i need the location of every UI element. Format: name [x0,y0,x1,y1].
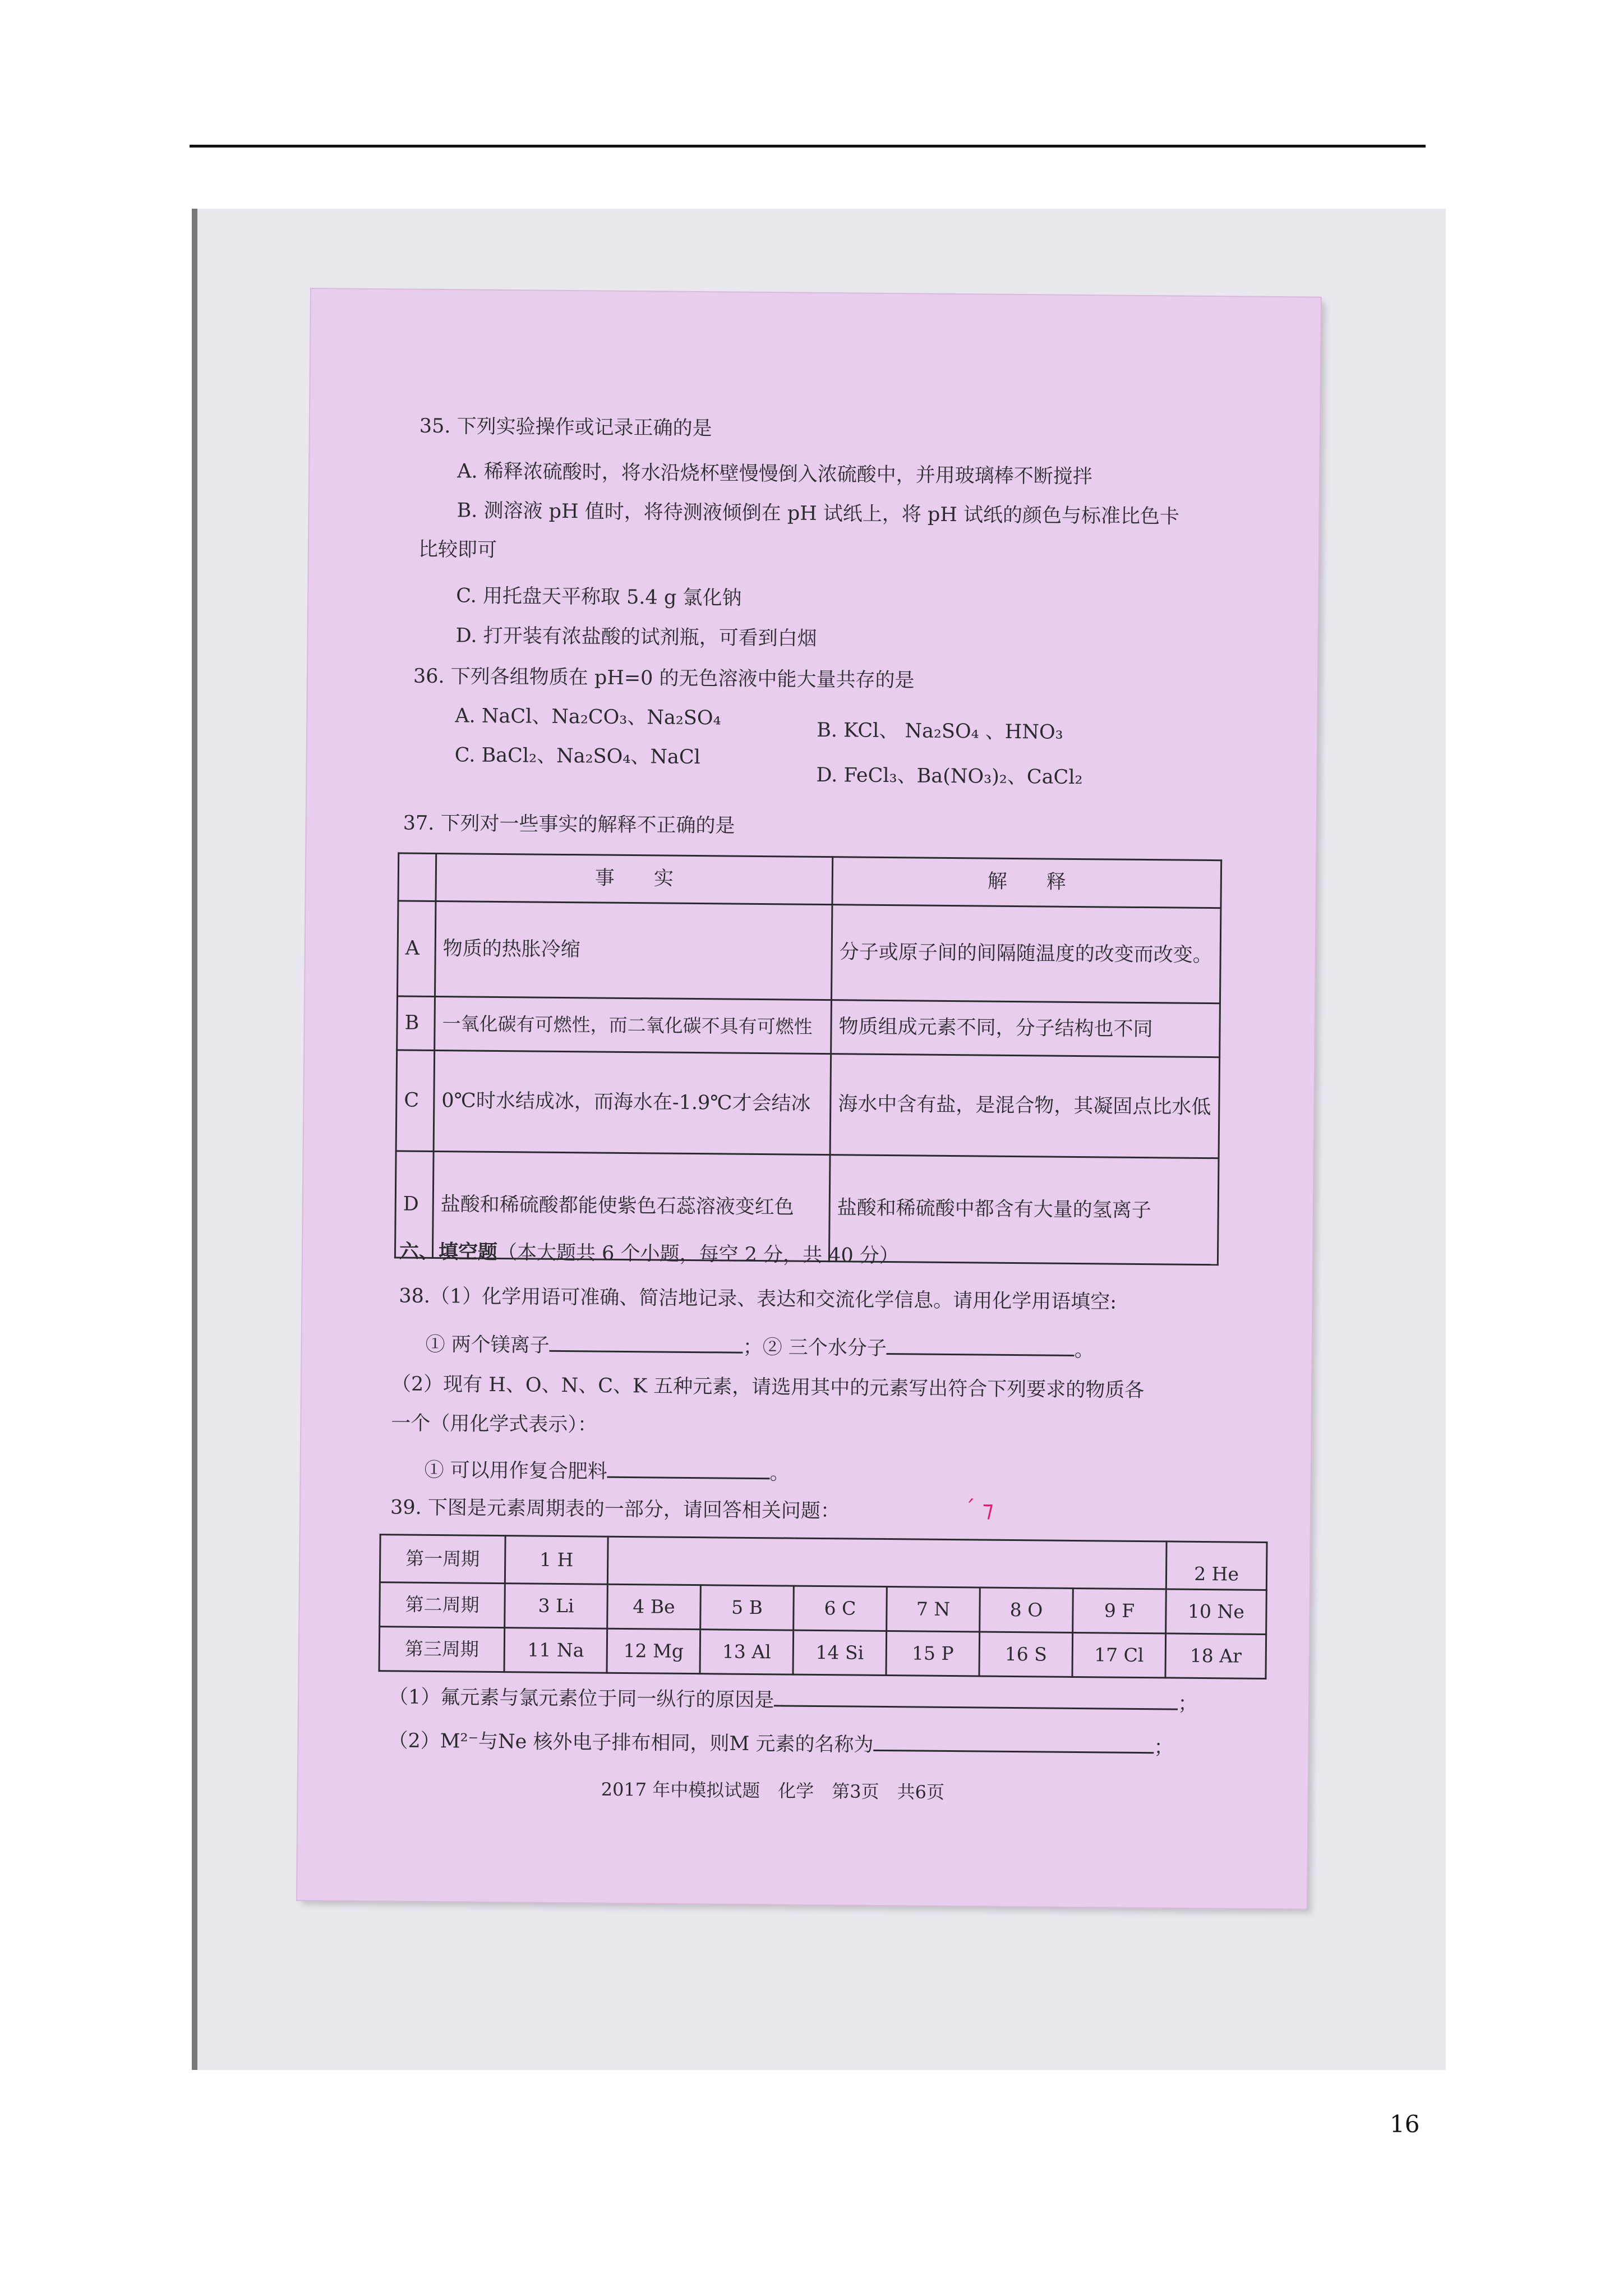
element-cell: 14 Si [793,1630,887,1675]
page-footer: 2017 年中模拟试题 化学 第3页 共6页 [601,1778,945,1803]
element-cell: 11 Na [504,1628,607,1673]
period-row [380,1582,1267,1635]
q39-sub2-line [388,1726,1173,1760]
q38-end: 。 [1074,1338,1095,1362]
q36-option-a: A. NaCl、Na₂CO₃、Na₂SO₄ [455,705,721,730]
q38-item1-line [425,1329,1094,1363]
facts-fact: 盐酸和稀硫酸都能使紫色石蕊溶液变红色 [432,1151,830,1261]
scan-edge [192,209,197,2070]
q38-item3: ① 可以用作复合肥料 [424,1458,607,1483]
q35-option-d: D. 打开装有浓盐酸的试剂瓶，可看到白烟 [455,624,817,650]
facts-header-blank [398,853,436,901]
answer-blank-element-m-name[interactable] [873,1730,1154,1754]
answer-blank-fertilizer[interactable] [607,1457,770,1480]
element-cell: 3 Li [505,1584,608,1629]
q38-line2: （2）现有 H、O、N、C、K 五种元素，请选用其中的元素写出符合下列要求的物质各 [391,1373,1145,1402]
periodic-table [378,1534,1267,1680]
facts-row [397,996,1220,1057]
facts-row [396,1050,1220,1158]
element-cell: 13 Al [700,1630,794,1674]
q35-option-a: A. 稀释浓硫酸时，将水沿烧杯壁慢慢倒入浓硫酸中，并用玻璃棒不断搅拌 [457,460,1092,489]
element-cell: 9 F [1073,1588,1166,1633]
q38-item1: ① 两个镁离子 [425,1333,550,1357]
element-cell: 8 O [980,1588,1073,1632]
facts-fact: 物质的热胀冷缩 [435,901,832,1000]
q38-item3-line [424,1455,790,1486]
facts-explanation: 物质组成元素不同，分子结构也不同 [831,1000,1220,1057]
element-cell: 15 P [886,1631,980,1676]
facts-option: D [395,1151,434,1258]
pink-ink-mark: ˊ ⁊ [963,1496,994,1522]
exam-paper [297,289,1321,1909]
answer-blank-same-column-reason[interactable] [774,1685,1178,1710]
q38-line3: 一个（用化学式表示）： [391,1412,598,1437]
q39-semicolon: ； [1178,1692,1198,1715]
facts-header-row [398,853,1221,908]
facts-explanation: 分子或原子间的间隔随温度的改变而改变。 [831,905,1220,1004]
element-cell: 5 B [700,1585,794,1630]
facts-fact: 一氧化碳有可燃性，而二氧化碳不具有可燃性 [435,996,832,1053]
header-rule [190,145,1426,148]
answer-blank-mg-ions[interactable] [550,1331,743,1354]
q38-item2: ；② 三个水分子 [743,1336,887,1360]
element-cell: 4 Be [607,1584,701,1629]
element-cell: 2 He [1166,1542,1267,1590]
element-cell: 7 N [887,1587,980,1632]
facts-header-fact: 事 实 [436,853,833,904]
q36-stem: 36. 下列各组物质在 pH=0 的无色溶液中能大量共存的是 [413,665,915,692]
q38-end3: 。 [769,1462,790,1485]
q35-option-b-cont: 比较即可 [418,538,497,562]
q36-option-d: D. FeCl₃、Ba(NO₃)₂、CaCl₂ [816,763,1083,789]
element-cell: 1 H [505,1536,608,1585]
facts-explanation: 盐酸和稀硫酸中都含有大量的氢离子 [829,1155,1219,1265]
period-row [380,1535,1267,1590]
q35-option-c: C. 用托盘天平称取 5.4 g 氯化钠 [456,585,742,610]
empty-cell [607,1536,1166,1589]
facts-table [394,852,1222,1266]
q38-line1: 38.（1）化学用语可准确、简洁地记录、表达和交流化学信息。请用化学用语填空: [399,1285,1117,1314]
period-label: 第三周期 [379,1627,505,1672]
facts-option: B [397,996,435,1051]
section-title: 六、填空题 [399,1240,498,1264]
section-heading [399,1239,899,1269]
q35-stem: 35. 下列实验操作或记录正确的是 [419,415,712,440]
element-cell: 12 Mg [607,1628,700,1673]
period-row [379,1627,1266,1679]
facts-option: C [396,1050,435,1152]
exam-content [297,289,1321,1909]
q35-option-b: B. 测溶液 pH 值时，将待测液倾倒在 pH 试纸上，将 pH 试纸的颜色与标准比色卡 [457,499,1180,528]
q36-option-c: C. BaCl₂、Na₂SO₄、NaCl [454,744,700,769]
facts-row [398,901,1221,1004]
element-cell: 16 S [979,1632,1073,1677]
q39-semicolon: ； [1154,1736,1174,1759]
period-label: 第二周期 [380,1582,505,1628]
q39-sub1-line [389,1682,1198,1717]
element-cell: 17 Cl [1072,1632,1166,1677]
facts-option: A [398,901,436,997]
q39-stem: 39. 下图是元素周期表的一部分，请回答相关问题： [390,1496,840,1523]
element-cell: 6 C [794,1586,887,1631]
element-cell: 10 Ne [1166,1589,1267,1635]
q39-sub1: （1）氟元素与氯元素位于同一纵行的原因是 [388,1686,774,1712]
facts-header-explanation: 解 释 [832,857,1221,908]
period-label: 第一周期 [380,1535,505,1584]
facts-explanation: 海水中含有盐，是混合物，其凝固点比水低 [830,1054,1220,1158]
q37-stem: 37. 下列对一些事实的解释不正确的是 [403,812,735,838]
q39-sub2: （2）M²⁻与Ne 核外电子排布相同，则M 元素的名称为 [388,1729,874,1756]
q36-option-b: B. KCl、 Na₂SO₄ 、HNO₃ [816,719,1063,744]
facts-fact: 0℃时水结成冰，而海水在-1.9℃才会结冰 [434,1050,831,1154]
element-cell: 18 Ar [1165,1634,1266,1679]
section-note: （本大题共 6 个小题，每空 2 分，共 40 分） [497,1241,900,1268]
document-page-number: 16 [1390,2110,1420,2138]
answer-blank-water-molecules[interactable] [887,1333,1075,1356]
